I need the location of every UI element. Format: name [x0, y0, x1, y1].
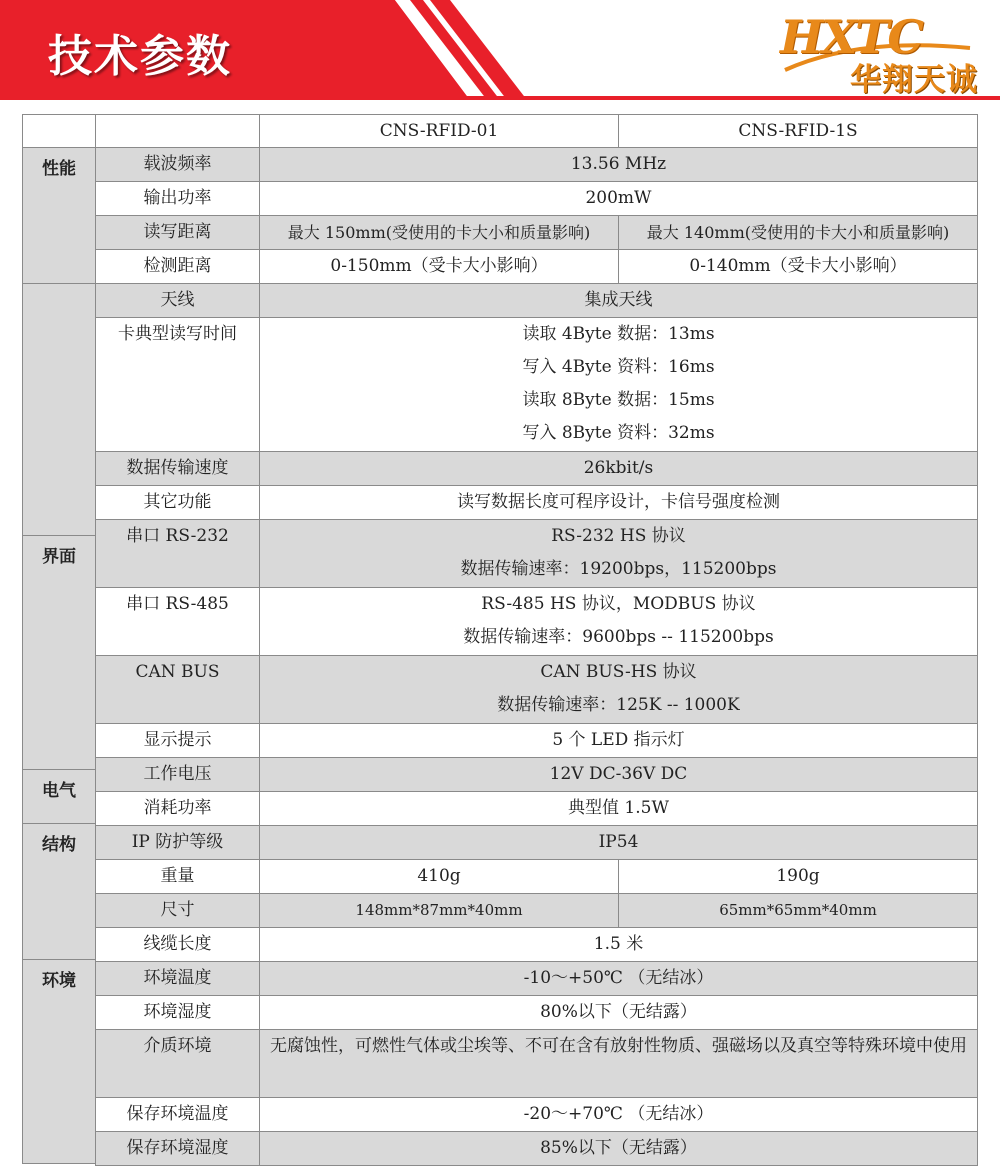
row-label: 读写距离	[95, 215, 260, 250]
category-interface: 界面	[22, 535, 96, 770]
row-value: 典型值 1.5W	[259, 791, 978, 826]
table-row	[22, 181, 978, 216]
row-label: 环境温度	[95, 961, 260, 996]
row-value	[259, 655, 978, 724]
table-row	[22, 519, 978, 588]
row-value: 集成天线	[259, 283, 978, 318]
table-row	[22, 995, 978, 1030]
row-value	[259, 519, 978, 588]
model-1-header: CNS-RFID-01	[259, 114, 619, 148]
logo-chinese-name: 华翔天诚	[850, 62, 978, 98]
row-value-model-2: 65mm*65mm*40mm	[618, 893, 978, 928]
row-value	[259, 317, 978, 452]
value-line: 写入 8Byte 资料：32ms	[522, 423, 715, 443]
row-label: 显示提示	[95, 723, 260, 758]
row-label: 卡典型读写时间	[95, 317, 260, 452]
table-row	[22, 317, 978, 452]
row-label: 环境湿度	[95, 995, 260, 1030]
value-line: RS-485 HS 协议，MODBUS 协议	[481, 594, 756, 614]
row-value-model-1: 148mm*87mm*40mm	[259, 893, 619, 928]
table-row	[22, 485, 978, 520]
row-label: IP 防护等级	[95, 825, 260, 860]
company-logo	[770, 10, 995, 98]
row-value: -20～+70℃ （无结冰）	[259, 1097, 978, 1132]
value-line: 写入 4Byte 资料：16ms	[522, 357, 715, 377]
value-line: 读取 8Byte 数据：15ms	[522, 390, 715, 410]
row-value: 5 个 LED 指示灯	[259, 723, 978, 758]
row-label: 保存环境温度	[95, 1097, 260, 1132]
row-value-model-2: 0-140mm（受卡大小影响）	[618, 249, 978, 284]
row-value-model-1: 410g	[259, 859, 619, 894]
table-row	[22, 859, 978, 894]
row-value: IP54	[259, 825, 978, 860]
value-line: 读取 4Byte 数据：13ms	[522, 324, 715, 344]
logo-script: HXTC	[780, 10, 922, 64]
table-row	[22, 215, 978, 250]
row-label: CAN BUS	[95, 655, 260, 724]
table-row	[22, 723, 978, 758]
row-value: 26kbit/s	[259, 451, 978, 486]
row-value: 读写数据长度可程序设计，卡信号强度检测	[259, 485, 978, 520]
table-row	[22, 1131, 978, 1166]
row-label: 工作电压	[95, 757, 260, 792]
table-header-row	[22, 114, 978, 148]
header-label-cell	[95, 114, 260, 148]
row-label: 输出功率	[95, 181, 260, 216]
row-value: 80%以下（无结露）	[259, 995, 978, 1030]
row-label: 检测距离	[95, 249, 260, 284]
row-label: 天线	[95, 283, 260, 318]
row-value: -10～+50℃ （无结冰）	[259, 961, 978, 996]
category-electrical: 电气	[22, 769, 96, 838]
table-row	[22, 587, 978, 656]
row-label: 载波频率	[95, 147, 260, 182]
row-label: 介质环境	[95, 1029, 260, 1098]
table-row	[22, 961, 978, 996]
row-label: 串口 RS-232	[95, 519, 260, 588]
header-banner	[0, 0, 1000, 100]
value-line: RS-232 HS 协议	[551, 526, 686, 546]
row-label: 重量	[95, 859, 260, 894]
row-label: 保存环境湿度	[95, 1131, 260, 1166]
row-label: 数据传输速度	[95, 451, 260, 486]
category-environment: 环境	[22, 959, 96, 1164]
table-row	[22, 147, 978, 182]
category-performance: 性能	[22, 147, 96, 284]
table-row	[22, 1029, 978, 1098]
table-row	[22, 283, 978, 318]
row-value-model-2: 最大 140mm(受使用的卡大小和质量影响)	[618, 215, 978, 250]
category-structure: 结构	[22, 823, 96, 960]
row-label: 其它功能	[95, 485, 260, 520]
table-row	[22, 655, 978, 724]
table-row	[22, 757, 978, 792]
row-value: 85%以下（无结露）	[259, 1131, 978, 1166]
row-label: 尺寸	[95, 893, 260, 928]
value-line: 数据传输速率：9600bps -- 115200bps	[463, 627, 774, 647]
table-row	[22, 927, 978, 962]
row-value-model-1: 最大 150mm(受使用的卡大小和质量影响)	[259, 215, 619, 250]
row-value: 12V DC-36V DC	[259, 757, 978, 792]
page-title: 技术参数	[48, 31, 232, 82]
row-value: 200mW	[259, 181, 978, 216]
model-2-header: CNS-RFID-1S	[618, 114, 978, 148]
table-row	[22, 1097, 978, 1132]
value-line: CAN BUS-HS 协议	[540, 662, 697, 682]
row-value: 无腐蚀性，可燃性气体或尘埃等、不可在含有放射性物质、强磁场以及真空等特殊环境中使用	[259, 1029, 978, 1098]
value-line: 数据传输速率：19200bps，115200bps	[460, 559, 777, 579]
row-value-model-2: 190g	[618, 859, 978, 894]
row-value: 1.5 米	[259, 927, 978, 962]
row-value	[259, 587, 978, 656]
header-empty-cell	[22, 114, 96, 148]
table-row	[22, 451, 978, 486]
table-row	[22, 825, 978, 860]
row-value-model-1: 0-150mm（受卡大小影响）	[259, 249, 619, 284]
value-line: 数据传输速率：125K -- 1000K	[497, 695, 740, 715]
row-value: 13.56 MHz	[259, 147, 978, 182]
row-label: 线缆长度	[95, 927, 260, 962]
row-label: 串口 RS-485	[95, 587, 260, 656]
table-row	[22, 893, 978, 928]
table-row	[22, 791, 978, 826]
row-label: 消耗功率	[95, 791, 260, 826]
table-row	[22, 249, 978, 284]
